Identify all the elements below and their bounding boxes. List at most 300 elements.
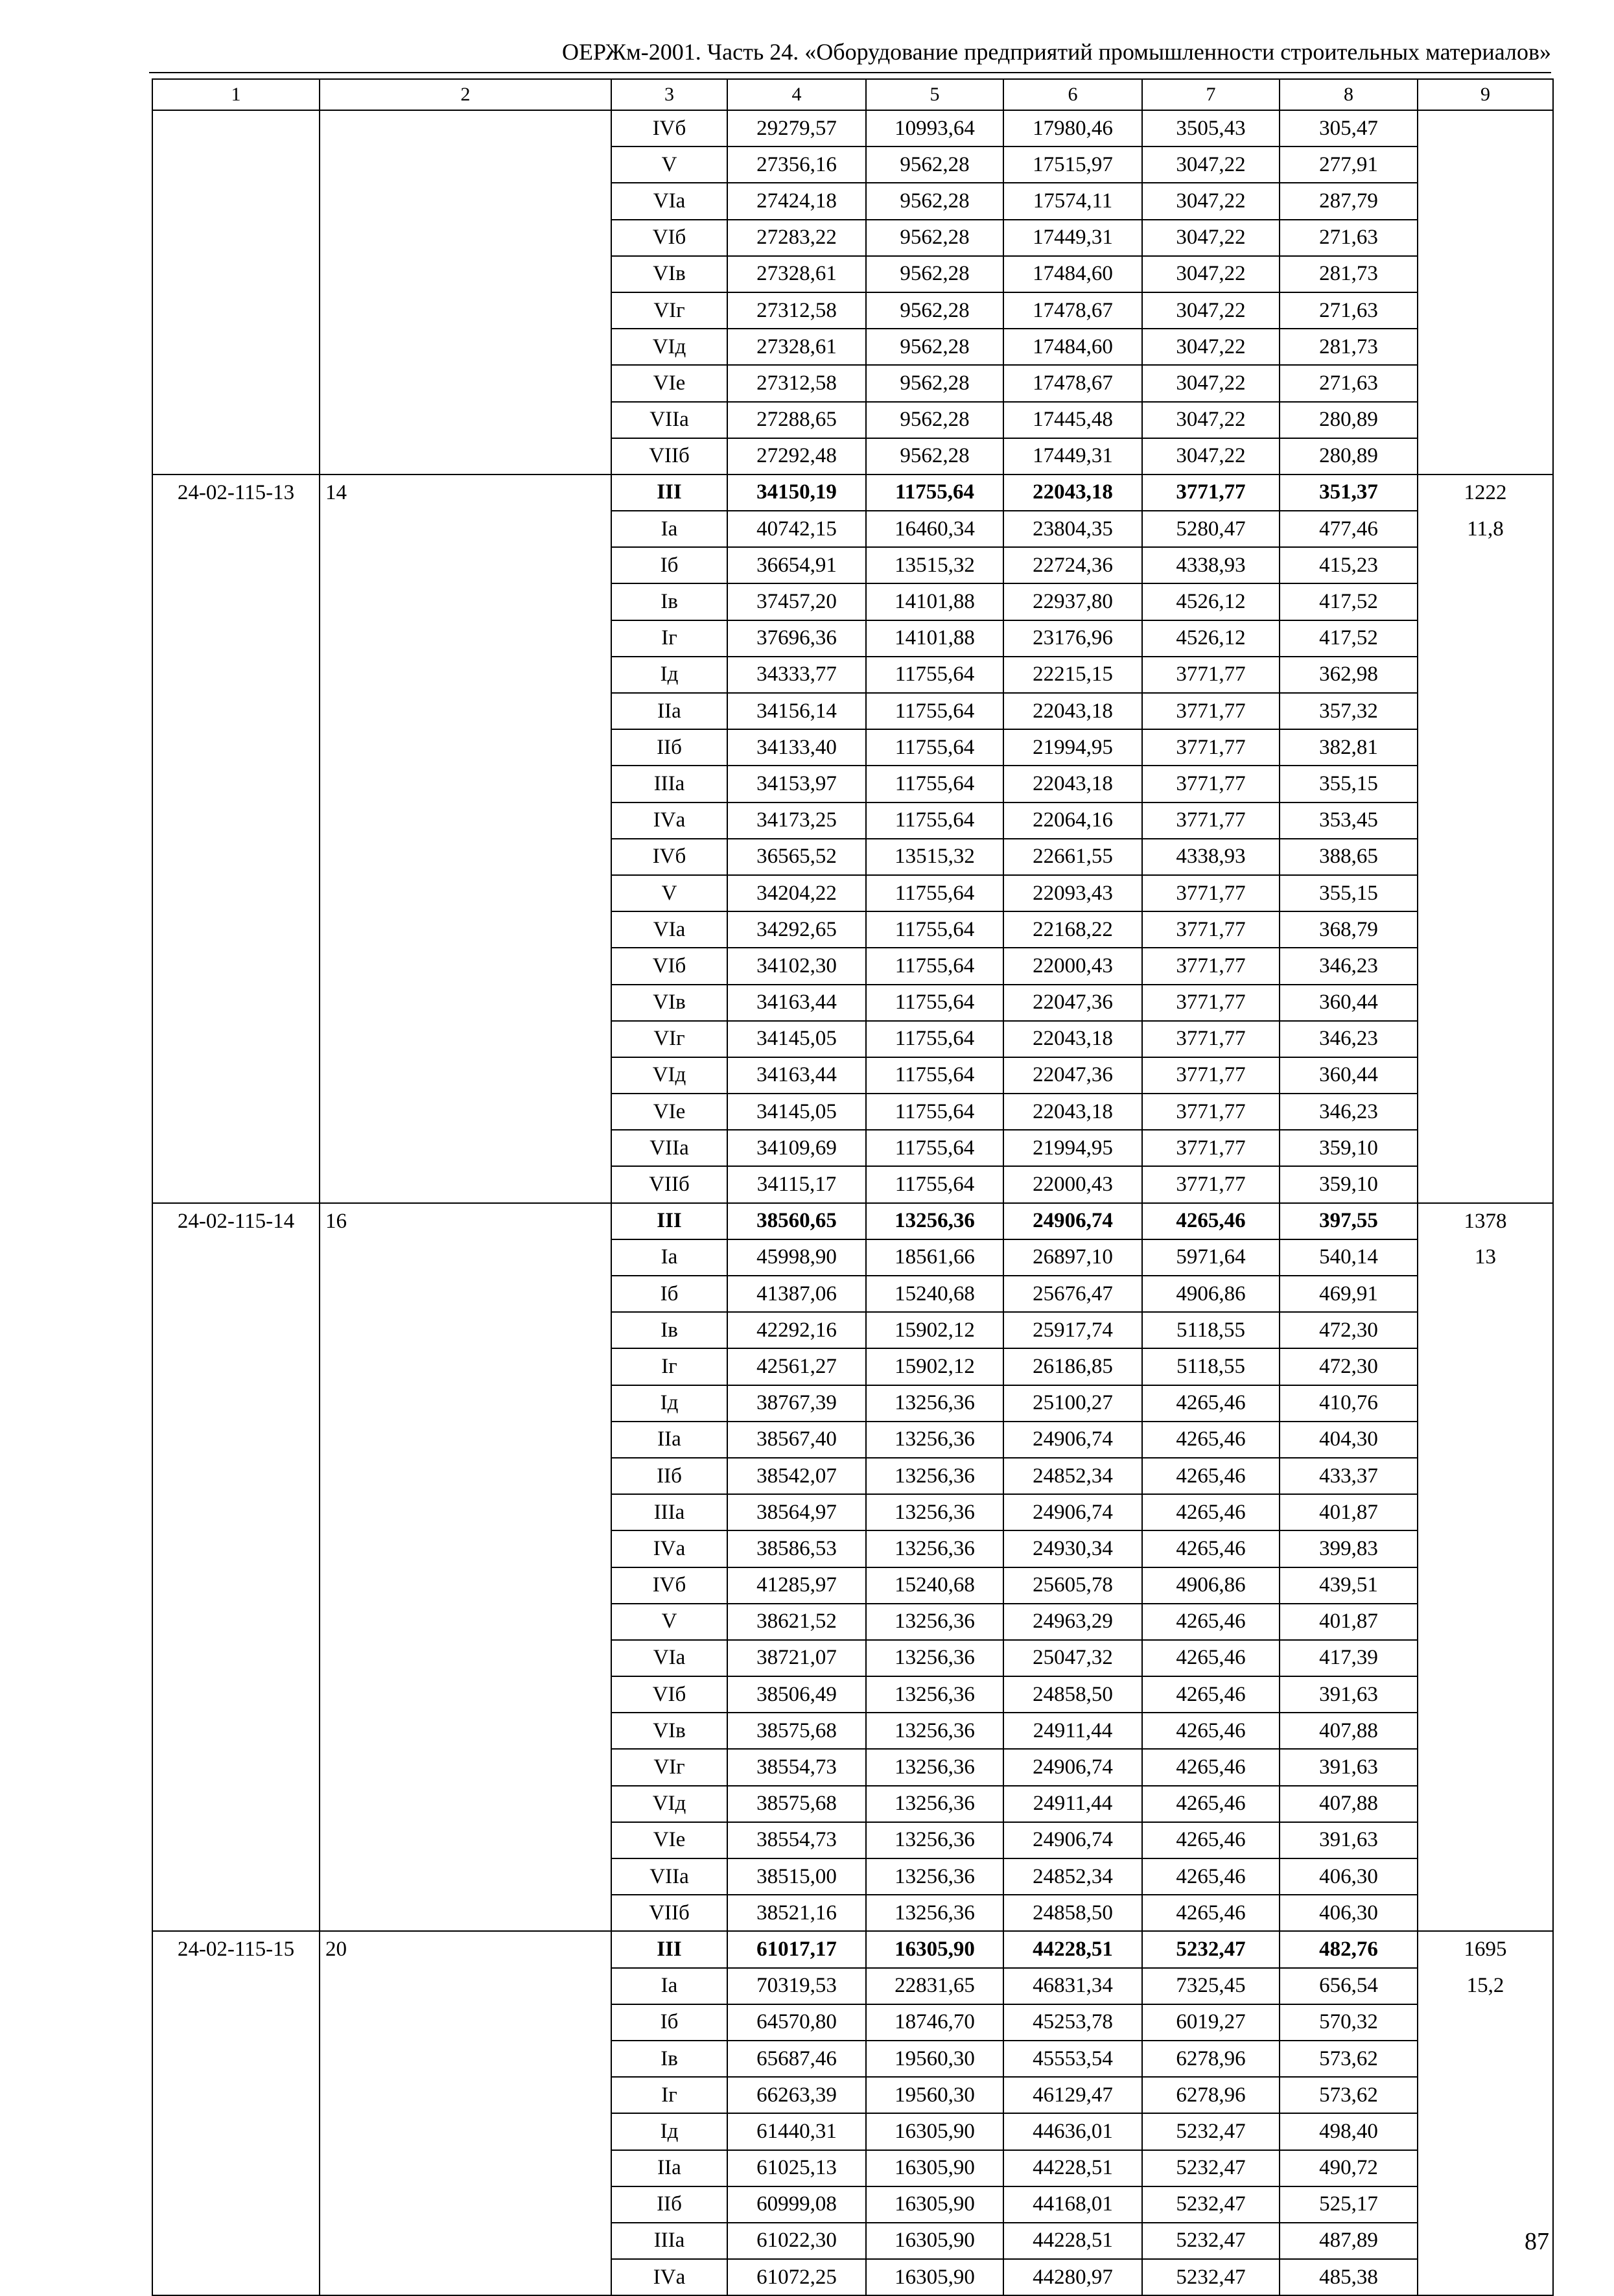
- rate-code-cell: [152, 693, 320, 729]
- rate-code-cell: [152, 657, 320, 693]
- table-row: [152, 2113, 1553, 2150]
- wage-cost-cell: 13256,36: [866, 1749, 1003, 1785]
- machinist-wage-cell: 5232,47: [1142, 2223, 1280, 2259]
- machine-cost-cell: 24911,44: [1003, 1786, 1142, 1822]
- total-cost-cell: 40742,15: [727, 511, 866, 547]
- material-cost-cell: 360,44: [1280, 1057, 1418, 1094]
- wage-cost-cell: 9562,28: [866, 183, 1003, 219]
- zone-cell: IVа: [611, 1530, 727, 1567]
- machine-cost-cell: 22043,18: [1003, 766, 1142, 802]
- table-row: [152, 1968, 1553, 2004]
- machine-cost-cell: 24963,29: [1003, 1604, 1142, 1640]
- machine-cost-cell: 24906,74: [1003, 1422, 1142, 1458]
- material-cost-cell: 280,89: [1280, 402, 1418, 438]
- table-row: [152, 2186, 1553, 2223]
- total-cost-cell: 34173,25: [727, 802, 866, 839]
- total-cost-cell: 38560,65: [727, 1203, 866, 1239]
- param-value-cell: [320, 256, 611, 292]
- material-cost-cell: 407,88: [1280, 1713, 1418, 1749]
- machinist-wage-cell: 3505,43: [1142, 110, 1280, 146]
- param-value-cell: [320, 802, 611, 839]
- machinist-wage-cell: 4265,46: [1142, 1530, 1280, 1567]
- total-cost-cell: 38515,00: [727, 1858, 866, 1895]
- column-number: 9: [1418, 79, 1553, 110]
- wage-cost-cell: 16305,90: [866, 2113, 1003, 2150]
- wage-cost-cell: 9562,28: [866, 402, 1003, 438]
- labor-value-cell: [1418, 2077, 1553, 2113]
- machine-cost-cell: 22047,36: [1003, 985, 1142, 1021]
- param-value-cell: [320, 1968, 611, 2004]
- machine-cost-cell: 44228,51: [1003, 2223, 1142, 2259]
- zone-cell: VIа: [611, 183, 727, 219]
- machine-cost-cell: 46129,47: [1003, 2077, 1142, 2113]
- machinist-wage-cell: 3771,77: [1142, 985, 1280, 1021]
- material-cost-cell: 415,23: [1280, 547, 1418, 583]
- total-cost-cell: 38575,68: [727, 1713, 866, 1749]
- machine-cost-cell: 25917,74: [1003, 1312, 1142, 1348]
- wage-cost-cell: 13256,36: [866, 1604, 1003, 1640]
- total-cost-cell: 61072,25: [727, 2259, 866, 2295]
- rate-code-cell: [152, 365, 320, 401]
- total-cost-cell: 65687,46: [727, 2041, 866, 2077]
- machine-cost-cell: 24930,34: [1003, 1530, 1142, 1567]
- machine-cost-cell: 17515,97: [1003, 146, 1142, 183]
- table-row: [152, 2077, 1553, 2113]
- machine-cost-cell: 45253,78: [1003, 2004, 1142, 2041]
- table-row: [152, 1385, 1553, 1422]
- zone-cell: Iд: [611, 657, 727, 693]
- zone-cell: VIд: [611, 1786, 727, 1822]
- rate-code-cell: [152, 766, 320, 802]
- param-value-cell: 20: [320, 1931, 611, 1967]
- material-cost-cell: 271,63: [1280, 220, 1418, 256]
- material-cost-cell: 417,39: [1280, 1640, 1418, 1676]
- wage-cost-cell: 13256,36: [866, 1458, 1003, 1494]
- table-row: [152, 1858, 1553, 1895]
- rate-code-cell: [152, 1422, 320, 1458]
- rate-code-cell: [152, 1858, 320, 1895]
- labor-value-cell: [1418, 1458, 1553, 1494]
- machinist-wage-cell: 3047,22: [1142, 365, 1280, 401]
- wage-cost-cell: 15902,12: [866, 1348, 1003, 1385]
- machinist-wage-cell: 3771,77: [1142, 1094, 1280, 1130]
- table-row: [152, 292, 1553, 329]
- param-value-cell: [320, 183, 611, 219]
- column-number: 4: [727, 79, 866, 110]
- machinist-wage-cell: 4265,46: [1142, 1895, 1280, 1931]
- machine-cost-cell: 25676,47: [1003, 1276, 1142, 1312]
- zone-cell: VIв: [611, 256, 727, 292]
- zone-cell: VIб: [611, 948, 727, 984]
- zone-cell: VIе: [611, 365, 727, 401]
- labor-value-cell: [1418, 365, 1553, 401]
- labor-value-cell: [1418, 693, 1553, 729]
- zone-cell: IIа: [611, 1422, 727, 1458]
- zone-cell: VIд: [611, 1057, 727, 1094]
- total-cost-cell: 61025,13: [727, 2150, 866, 2186]
- total-cost-cell: 27312,58: [727, 365, 866, 401]
- rate-code-cell: [152, 2077, 320, 2113]
- machine-cost-cell: 24852,34: [1003, 1858, 1142, 1895]
- machinist-wage-cell: 6019,27: [1142, 2004, 1280, 2041]
- machinist-wage-cell: 3771,77: [1142, 948, 1280, 984]
- zone-cell: VIб: [611, 220, 727, 256]
- table-row: [152, 365, 1553, 401]
- total-cost-cell: 34109,69: [727, 1130, 866, 1166]
- table-row: [152, 1822, 1553, 1858]
- zone-cell: IVа: [611, 2259, 727, 2295]
- machinist-wage-cell: 3771,77: [1142, 474, 1280, 511]
- material-cost-cell: 359,10: [1280, 1166, 1418, 1202]
- param-value-cell: [320, 2223, 611, 2259]
- param-value-cell: [320, 1494, 611, 1530]
- labor-value-cell: [1418, 1530, 1553, 1567]
- machine-cost-cell: 24906,74: [1003, 1822, 1142, 1858]
- total-cost-cell: 34150,19: [727, 474, 866, 511]
- total-cost-cell: 29279,57: [727, 110, 866, 146]
- rate-code-cell: [152, 1021, 320, 1057]
- table-row: [152, 839, 1553, 875]
- rate-code-cell: [152, 729, 320, 766]
- zone-cell: Iд: [611, 1385, 727, 1422]
- machinist-wage-cell: 4265,46: [1142, 1422, 1280, 1458]
- machinist-wage-cell: 4265,46: [1142, 1458, 1280, 1494]
- machinist-wage-cell: 3771,77: [1142, 1130, 1280, 1166]
- total-cost-cell: 27328,61: [727, 329, 866, 365]
- rate-code-cell: [152, 948, 320, 984]
- material-cost-cell: 368,79: [1280, 911, 1418, 948]
- total-cost-cell: 34145,05: [727, 1021, 866, 1057]
- labor-value-cell: [1418, 1166, 1553, 1202]
- zone-cell: V: [611, 146, 727, 183]
- machine-cost-cell: 46831,34: [1003, 1968, 1142, 2004]
- rate-code-cell: [152, 1094, 320, 1130]
- param-value-cell: [320, 1713, 611, 1749]
- rate-code-cell: [152, 1239, 320, 1276]
- labor-value-cell: 11,8: [1418, 511, 1553, 547]
- param-value-cell: [320, 985, 611, 1021]
- param-value-cell: 16: [320, 1203, 611, 1239]
- labor-value-cell: [1418, 1749, 1553, 1785]
- material-cost-cell: 498,40: [1280, 2113, 1418, 2150]
- labor-value-cell: [1418, 2004, 1553, 2041]
- labor-value-cell: [1418, 1312, 1553, 1348]
- table-row: [152, 474, 1553, 511]
- machine-cost-cell: 23804,35: [1003, 511, 1142, 547]
- table-row: [152, 511, 1553, 547]
- machine-cost-cell: 44228,51: [1003, 1931, 1142, 1967]
- wage-cost-cell: 13256,36: [866, 1203, 1003, 1239]
- rate-code-cell: [152, 292, 320, 329]
- labor-value-cell: [1418, 1422, 1553, 1458]
- wage-cost-cell: 9562,28: [866, 329, 1003, 365]
- material-cost-cell: 391,63: [1280, 1749, 1418, 1785]
- rate-code-cell: [152, 1166, 320, 1202]
- machine-cost-cell: 22043,18: [1003, 474, 1142, 511]
- material-cost-cell: 573,62: [1280, 2041, 1418, 2077]
- total-cost-cell: 34333,77: [727, 657, 866, 693]
- material-cost-cell: 391,63: [1280, 1822, 1418, 1858]
- machinist-wage-cell: 3047,22: [1142, 256, 1280, 292]
- labor-value-cell: [1418, 948, 1553, 984]
- rate-code-cell: [152, 1676, 320, 1713]
- table-row: [152, 1130, 1553, 1166]
- total-cost-cell: 34153,97: [727, 766, 866, 802]
- param-value-cell: [320, 2004, 611, 2041]
- machinist-wage-cell: 3771,77: [1142, 729, 1280, 766]
- labor-value-cell: [1418, 1130, 1553, 1166]
- rate-code-cell: [152, 1130, 320, 1166]
- material-cost-cell: 346,23: [1280, 1094, 1418, 1130]
- material-cost-cell: 570,32: [1280, 2004, 1418, 2041]
- machine-cost-cell: 25100,27: [1003, 1385, 1142, 1422]
- rate-code-cell: [152, 1895, 320, 1931]
- machinist-wage-cell: 3047,22: [1142, 292, 1280, 329]
- param-value-cell: [320, 657, 611, 693]
- material-cost-cell: 477,46: [1280, 511, 1418, 547]
- labor-value-cell: [1418, 1858, 1553, 1895]
- wage-cost-cell: 13256,36: [866, 1422, 1003, 1458]
- wage-cost-cell: 13256,36: [866, 1858, 1003, 1895]
- total-cost-cell: 42292,16: [727, 1312, 866, 1348]
- machine-cost-cell: 24858,50: [1003, 1895, 1142, 1931]
- wage-cost-cell: 11755,64: [866, 948, 1003, 984]
- table-row: [152, 948, 1553, 984]
- labor-value-cell: [1418, 657, 1553, 693]
- machinist-wage-cell: 5232,47: [1142, 1931, 1280, 1967]
- zone-cell: VIе: [611, 1094, 727, 1130]
- wage-cost-cell: 13256,36: [866, 1713, 1003, 1749]
- rate-code-cell: [152, 1348, 320, 1385]
- zone-cell: Iг: [611, 2077, 727, 2113]
- machine-cost-cell: 24906,74: [1003, 1494, 1142, 1530]
- material-cost-cell: 404,30: [1280, 1422, 1418, 1458]
- labor-value-cell: [1418, 183, 1553, 219]
- material-cost-cell: 359,10: [1280, 1130, 1418, 1166]
- machine-cost-cell: 25047,32: [1003, 1640, 1142, 1676]
- labor-value-cell: [1418, 1640, 1553, 1676]
- machinist-wage-cell: 3047,22: [1142, 220, 1280, 256]
- machinist-wage-cell: 6278,96: [1142, 2077, 1280, 2113]
- rate-code-cell: [152, 802, 320, 839]
- total-cost-cell: 34163,44: [727, 1057, 866, 1094]
- param-value-cell: [320, 1640, 611, 1676]
- total-cost-cell: 66263,39: [727, 2077, 866, 2113]
- material-cost-cell: 346,23: [1280, 1021, 1418, 1057]
- labor-value-cell: [1418, 1895, 1553, 1931]
- labor-value-cell: [1418, 583, 1553, 620]
- param-value-cell: [320, 911, 611, 948]
- param-value-cell: [320, 1822, 611, 1858]
- total-cost-cell: 38586,53: [727, 1530, 866, 1567]
- labor-value-cell: [1418, 146, 1553, 183]
- column-number: 5: [866, 79, 1003, 110]
- rate-code-cell: [152, 183, 320, 219]
- wage-cost-cell: 9562,28: [866, 292, 1003, 329]
- param-value-cell: [320, 839, 611, 875]
- param-value-cell: [320, 693, 611, 729]
- total-cost-cell: 27328,61: [727, 256, 866, 292]
- wage-cost-cell: 16305,90: [866, 2150, 1003, 2186]
- total-cost-cell: 42561,27: [727, 1348, 866, 1385]
- machinist-wage-cell: 4526,12: [1142, 620, 1280, 657]
- machine-cost-cell: 17478,67: [1003, 292, 1142, 329]
- wage-cost-cell: 9562,28: [866, 146, 1003, 183]
- table-row: [152, 1239, 1553, 1276]
- material-cost-cell: 482,76: [1280, 1931, 1418, 1967]
- material-cost-cell: 277,91: [1280, 146, 1418, 183]
- labor-value-cell: 1695: [1418, 1931, 1553, 1967]
- material-cost-cell: 490,72: [1280, 2150, 1418, 2186]
- labor-value-cell: [1418, 2041, 1553, 2077]
- machinist-wage-cell: 5280,47: [1142, 511, 1280, 547]
- machinist-wage-cell: 3771,77: [1142, 1057, 1280, 1094]
- param-value-cell: [320, 875, 611, 911]
- table-row: [152, 2259, 1553, 2295]
- zone-cell: IIб: [611, 1458, 727, 1494]
- material-cost-cell: 417,52: [1280, 583, 1418, 620]
- machinist-wage-cell: 3047,22: [1142, 438, 1280, 474]
- wage-cost-cell: 11755,64: [866, 1057, 1003, 1094]
- table-row: [152, 1604, 1553, 1640]
- wage-cost-cell: 9562,28: [866, 220, 1003, 256]
- material-cost-cell: 360,44: [1280, 985, 1418, 1021]
- table-row: [152, 1094, 1553, 1130]
- rate-code-cell: [152, 1968, 320, 2004]
- table-row: [152, 2041, 1553, 2077]
- param-value-cell: [320, 547, 611, 583]
- total-cost-cell: 61440,31: [727, 2113, 866, 2150]
- table-row: [152, 766, 1553, 802]
- labor-value-cell: [1418, 620, 1553, 657]
- table-row: [152, 1203, 1553, 1239]
- zone-cell: Iб: [611, 1276, 727, 1312]
- labor-value-cell: [1418, 402, 1553, 438]
- zone-cell: VIIб: [611, 1895, 727, 1931]
- labor-value-cell: [1418, 729, 1553, 766]
- wage-cost-cell: 13515,32: [866, 547, 1003, 583]
- labor-value-cell: [1418, 2186, 1553, 2223]
- total-cost-cell: 38542,07: [727, 1458, 866, 1494]
- machine-cost-cell: 21994,95: [1003, 1130, 1142, 1166]
- rate-code-cell: [152, 1640, 320, 1676]
- labor-value-cell: [1418, 1713, 1553, 1749]
- zone-cell: IIIа: [611, 1494, 727, 1530]
- material-cost-cell: 469,91: [1280, 1276, 1418, 1312]
- material-cost-cell: 485,38: [1280, 2259, 1418, 2295]
- param-value-cell: [320, 1385, 611, 1422]
- wage-cost-cell: 11755,64: [866, 693, 1003, 729]
- rate-code-cell: [152, 1312, 320, 1348]
- table-row: [152, 220, 1553, 256]
- total-cost-cell: 34204,22: [727, 875, 866, 911]
- wage-cost-cell: 16305,90: [866, 2223, 1003, 2259]
- zone-cell: VIд: [611, 329, 727, 365]
- total-cost-cell: 45998,90: [727, 1239, 866, 1276]
- total-cost-cell: 38554,73: [727, 1749, 866, 1785]
- machine-cost-cell: 22937,80: [1003, 583, 1142, 620]
- total-cost-cell: 38621,52: [727, 1604, 866, 1640]
- table-row: [152, 985, 1553, 1021]
- machine-cost-cell: 22215,15: [1003, 657, 1142, 693]
- rate-code-cell: [152, 2186, 320, 2223]
- total-cost-cell: 38767,39: [727, 1385, 866, 1422]
- table-row: [152, 1021, 1553, 1057]
- labor-value-cell: [1418, 256, 1553, 292]
- machine-cost-cell: 22093,43: [1003, 875, 1142, 911]
- zone-cell: III: [611, 474, 727, 511]
- total-cost-cell: 27283,22: [727, 220, 866, 256]
- machine-cost-cell: 24911,44: [1003, 1713, 1142, 1749]
- machinist-wage-cell: 5232,47: [1142, 2186, 1280, 2223]
- wage-cost-cell: 13256,36: [866, 1530, 1003, 1567]
- machine-cost-cell: 17449,31: [1003, 438, 1142, 474]
- labor-value-cell: 15,2: [1418, 1968, 1553, 2004]
- material-cost-cell: 417,52: [1280, 620, 1418, 657]
- column-number: 8: [1280, 79, 1418, 110]
- wage-cost-cell: 15240,68: [866, 1567, 1003, 1604]
- labor-value-cell: [1418, 1021, 1553, 1057]
- machinist-wage-cell: 4265,46: [1142, 1203, 1280, 1239]
- total-cost-cell: 60999,08: [727, 2186, 866, 2223]
- machine-cost-cell: 22043,18: [1003, 693, 1142, 729]
- table-row: [152, 729, 1553, 766]
- column-number: 7: [1142, 79, 1280, 110]
- param-value-cell: [320, 1858, 611, 1895]
- total-cost-cell: 37457,20: [727, 583, 866, 620]
- machinist-wage-cell: 4526,12: [1142, 583, 1280, 620]
- machinist-wage-cell: 5232,47: [1142, 2150, 1280, 2186]
- total-cost-cell: 38506,49: [727, 1676, 866, 1713]
- machinist-wage-cell: 3771,77: [1142, 657, 1280, 693]
- rate-code-cell: [152, 985, 320, 1021]
- param-value-cell: [320, 1021, 611, 1057]
- zone-cell: IVб: [611, 1567, 727, 1604]
- zone-cell: IIа: [611, 693, 727, 729]
- machine-cost-cell: 24906,74: [1003, 1203, 1142, 1239]
- total-cost-cell: 34115,17: [727, 1166, 866, 1202]
- material-cost-cell: 382,81: [1280, 729, 1418, 766]
- labor-value-cell: 1222: [1418, 474, 1553, 511]
- table-body: [152, 79, 1553, 2295]
- material-cost-cell: 362,98: [1280, 657, 1418, 693]
- wage-cost-cell: 16305,90: [866, 2259, 1003, 2295]
- machinist-wage-cell: 4265,46: [1142, 1385, 1280, 1422]
- table-row: [152, 693, 1553, 729]
- machine-cost-cell: 17574,11: [1003, 183, 1142, 219]
- param-value-cell: [320, 948, 611, 984]
- zone-cell: VIIа: [611, 402, 727, 438]
- total-cost-cell: 41285,97: [727, 1567, 866, 1604]
- wage-cost-cell: 11755,64: [866, 474, 1003, 511]
- machine-cost-cell: 24852,34: [1003, 1458, 1142, 1494]
- machine-cost-cell: 17980,46: [1003, 110, 1142, 146]
- param-value-cell: [320, 1130, 611, 1166]
- wage-cost-cell: 15902,12: [866, 1312, 1003, 1348]
- labor-value-cell: [1418, 2113, 1553, 2150]
- wage-cost-cell: 11755,64: [866, 985, 1003, 1021]
- zone-cell: III: [611, 1931, 727, 1967]
- labor-value-cell: [1418, 985, 1553, 1021]
- labor-value-cell: [1418, 220, 1553, 256]
- total-cost-cell: 34145,05: [727, 1094, 866, 1130]
- total-cost-cell: 38575,68: [727, 1786, 866, 1822]
- param-value-cell: [320, 146, 611, 183]
- total-cost-cell: 27424,18: [727, 183, 866, 219]
- machinist-wage-cell: 3771,77: [1142, 693, 1280, 729]
- machinist-wage-cell: 3771,77: [1142, 1166, 1280, 1202]
- param-value-cell: [320, 1676, 611, 1713]
